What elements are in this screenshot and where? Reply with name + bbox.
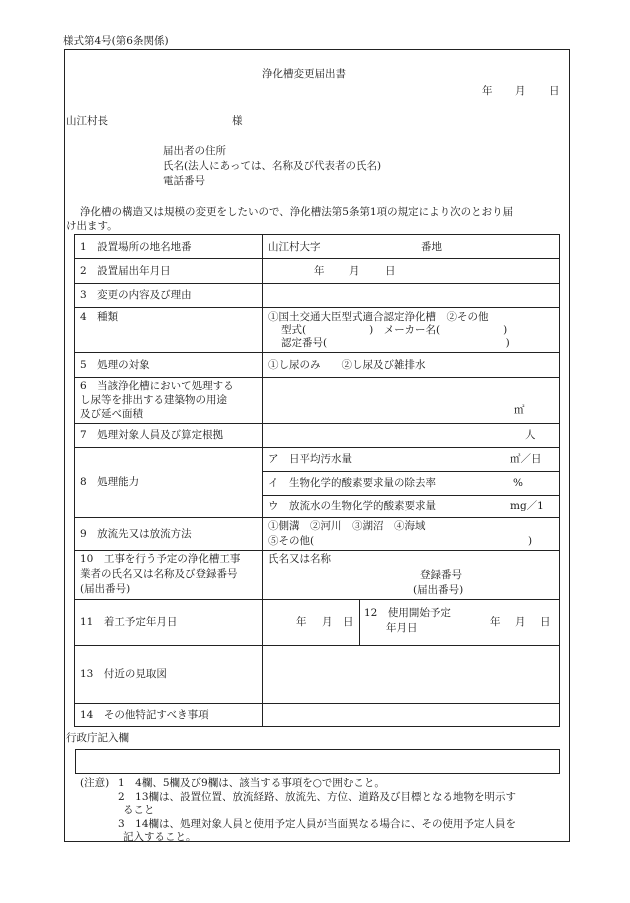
r4-line-1: ①国土交通大臣型式適合認定浄化槽 ②その他	[268, 311, 489, 323]
r12-year: 年	[490, 616, 501, 628]
r8-b-unit: %	[513, 477, 523, 489]
r6-label-3: 及び延べ面積	[80, 408, 143, 420]
date-year: 年	[482, 85, 493, 97]
form-number: 様式第4号(第6条関係)	[63, 35, 169, 47]
r10-reg-label: 登録番号	[420, 569, 462, 581]
r10-label-3: (届出番号)	[80, 583, 131, 595]
r8-a-label: ア 日平均汚水量	[268, 453, 352, 465]
r10-notif-label: (届出番号)	[413, 584, 464, 596]
honorific: 様	[232, 115, 243, 127]
r9-line-2-close: )	[528, 535, 533, 547]
r2-month: 月	[349, 265, 360, 277]
r4-line-3: 認定番号( )	[281, 337, 510, 349]
r7-unit: 人	[525, 429, 536, 441]
applicant-phone-label: 電話番号	[163, 175, 205, 187]
r11-day: 日	[343, 616, 354, 628]
notes-prefix: (注意)	[80, 777, 110, 789]
r9-line-2: ⑤その他(	[268, 535, 315, 547]
row-line	[74, 599, 560, 600]
r11-year: 年	[296, 616, 307, 628]
r4-line-2: 型式( ) メーカー名( )	[281, 324, 508, 336]
r1-village: 山江村大字	[268, 241, 321, 253]
r10-name-label: 氏名又は名称	[268, 553, 331, 565]
row-line	[74, 307, 560, 308]
addressee: 山江村長	[66, 115, 108, 127]
r6-label-1: 6 当該浄化槽において処理する	[80, 380, 234, 392]
note-3-line-2: 記入すること。	[123, 831, 197, 843]
r8-b-label: イ 生物化学的酸素要求量の除去率	[268, 477, 436, 489]
row-line	[74, 423, 560, 424]
r7-label: 7 処理対象人員及び算定根拠	[80, 429, 224, 441]
r14-label: 14 その他特記すべき事項	[80, 709, 209, 721]
r1-label: 1 設置場所の地名地番	[80, 241, 192, 253]
row-line	[74, 645, 560, 646]
note-3-line-1: 3 14欄は、処理対象人員と使用予定人員が当面異なる場合に、その使用予定人員を	[118, 818, 517, 830]
r11-month: 月	[322, 616, 333, 628]
applicant-name-label: 氏名(法人にあっては、名称及び代表者の氏名)	[163, 160, 382, 172]
r8-a-unit: ㎥／日	[510, 453, 542, 465]
r10-label-2: 業者の氏名又は名称及び登録番号	[80, 568, 238, 580]
r13-label: 13 付近の見取図	[80, 668, 167, 680]
r1-banchi: 番地	[421, 241, 442, 253]
row-line	[74, 703, 560, 704]
r3-label: 3 変更の内容及び理由	[80, 289, 192, 301]
form-title: 浄化槽変更届出書	[262, 68, 346, 80]
r5-value: ①し尿のみ ②し尿及び雑排水	[268, 359, 426, 371]
date-month: 月	[515, 85, 526, 97]
intro-line-2: け出ます。	[66, 220, 118, 232]
r4-label: 4 種類	[80, 311, 119, 323]
admin-box	[75, 749, 560, 774]
r8-c-label: ウ 放流水の生物化学的酸素要求量	[268, 500, 436, 512]
note-2-line-1: 2 13欄は、設置位置、放流経路、放流先、方位、道路及び目標となる地物を明示す	[118, 791, 517, 803]
r9-line-1: ①側溝 ②河川 ③湖沼 ④海域	[268, 520, 426, 532]
r2-label: 2 設置届出年月日	[80, 265, 171, 277]
row-line	[74, 258, 560, 259]
row-line	[74, 283, 560, 284]
r2-day: 日	[385, 265, 396, 277]
r12-label-1: 12 使用開始予定	[364, 607, 451, 619]
note-2-line-2: ること	[123, 804, 155, 816]
note-1: 1 4欄、5欄及び9欄は、該当する事項を○で囲むこと。	[118, 777, 385, 789]
r12-month: 月	[515, 616, 526, 628]
r8-label: 8 処理能力	[80, 476, 140, 488]
row-line	[74, 550, 560, 551]
r6-label-2: し尿等を排出する建築物の用途	[80, 394, 227, 406]
r10-label-1: 10 工事を行う予定の浄化槽工事	[80, 553, 241, 565]
sub-row-line	[262, 471, 560, 472]
row-line	[74, 447, 560, 448]
r11-label: 11 着工予定年月日	[80, 616, 178, 628]
intro-line-1: 浄化槽の構造又は規模の変更をしたいので、浄化槽法第5条第1項の規定により次のとおり届	[80, 206, 514, 218]
r12-day: 日	[540, 616, 551, 628]
r2-year: 年	[314, 265, 325, 277]
r11-r12-divider	[359, 599, 360, 645]
r5-label: 5 処理の対象	[80, 359, 150, 371]
r9-label: 9 放流先又は放流方法	[80, 528, 192, 540]
row-line	[74, 377, 560, 378]
r6-unit: ㎡	[514, 404, 525, 416]
date-day: 日	[549, 85, 560, 97]
r8-c-unit: mg／1	[510, 500, 544, 512]
sub-row-line	[262, 495, 560, 496]
r12-label-2: 年月日	[386, 622, 418, 634]
row-line	[74, 517, 560, 518]
admin-label: 行政庁記入欄	[66, 732, 129, 744]
row-line	[74, 352, 560, 353]
applicant-address-label: 届出者の住所	[163, 145, 226, 157]
